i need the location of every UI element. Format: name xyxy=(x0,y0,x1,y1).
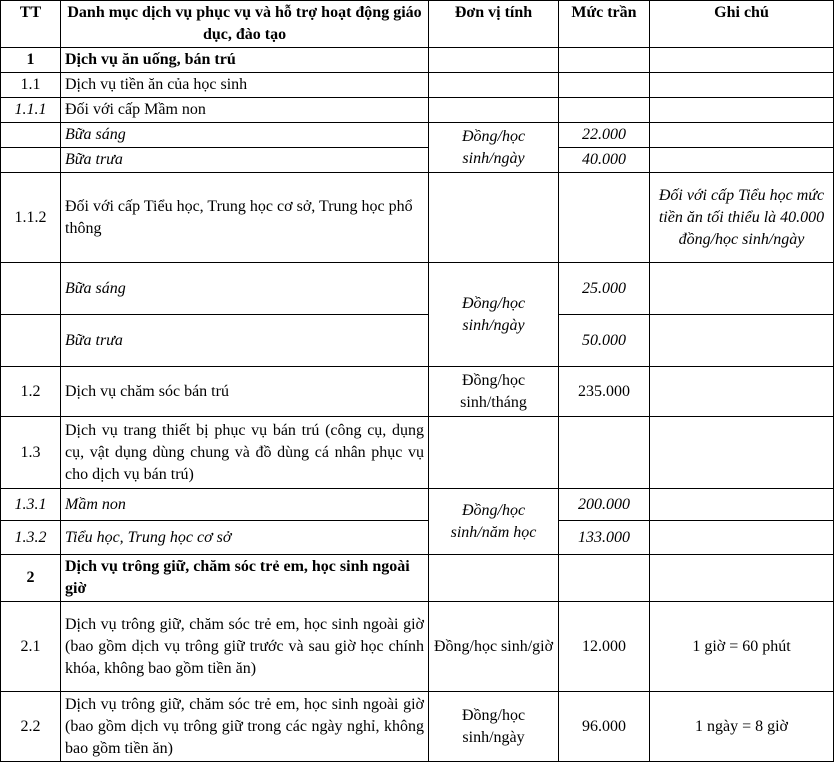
row-note xyxy=(650,73,834,98)
row-tt: 1.1.2 xyxy=(1,173,61,263)
row-note xyxy=(650,48,834,73)
row-unit xyxy=(429,417,559,489)
row-note xyxy=(650,263,834,315)
header-unit: Đơn vị tính xyxy=(429,1,559,48)
row-service-name: Bữa trưa xyxy=(61,148,429,173)
row-tt xyxy=(1,123,61,148)
table-row xyxy=(1,263,834,315)
row-service-name: Dịch vụ trông giữ, chăm sóc trẻ em, học sinh ngoài giờ (bao gồm dịch vụ trông giữ trước và sau giờ học chính khóa, không bao gồm tiền ăn) xyxy=(61,602,429,692)
row-cap xyxy=(559,98,650,123)
row-unit: Đồng/học sinh/ngày xyxy=(429,263,559,367)
row-cap xyxy=(559,73,650,98)
row-tt: 1.3.1 xyxy=(1,489,61,521)
table-row xyxy=(1,489,834,521)
row-service-name: Bữa trưa xyxy=(61,315,429,367)
row-cap: 96.000 xyxy=(559,692,650,762)
row-unit xyxy=(429,48,559,73)
row-note xyxy=(650,521,834,555)
row-tt: 1.1.1 xyxy=(1,98,61,123)
row-note xyxy=(650,315,834,367)
row-tt: 2.1 xyxy=(1,602,61,692)
row-service-name: Dịch vụ tiền ăn của học sinh xyxy=(61,73,429,98)
row-cap xyxy=(559,173,650,263)
table-row xyxy=(1,315,834,367)
row-service-name: Bữa sáng xyxy=(61,263,429,315)
table-row xyxy=(1,98,834,123)
row-service-name: Dịch vụ ăn uống, bán trú xyxy=(61,48,429,73)
row-unit: Đồng/học sinh/ngày xyxy=(429,123,559,173)
table-row xyxy=(1,555,834,602)
row-note: 1 giờ = 60 phút xyxy=(650,602,834,692)
row-note xyxy=(650,555,834,602)
row-unit xyxy=(429,73,559,98)
table-row xyxy=(1,521,834,555)
row-note xyxy=(650,367,834,417)
row-cap xyxy=(559,417,650,489)
row-note xyxy=(650,417,834,489)
header-row xyxy=(1,1,834,48)
row-tt: 2.2 xyxy=(1,692,61,762)
row-cap: 22.000 xyxy=(559,123,650,148)
row-service-name: Dịch vụ trang thiết bị phục vụ bán trú (công cụ, dụng cụ, vật dụng dùng chung và đồ dùng cá nhân phục vụ cho dịch vụ bán trú) xyxy=(61,417,429,489)
table-row xyxy=(1,367,834,417)
row-cap: 133.000 xyxy=(559,521,650,555)
row-unit: Đồng/học sinh/giờ xyxy=(429,602,559,692)
row-cap: 25.000 xyxy=(559,263,650,315)
table-row xyxy=(1,417,834,489)
row-cap: 12.000 xyxy=(559,602,650,692)
table-row xyxy=(1,48,834,73)
row-service-name: Tiểu học, Trung học cơ sở xyxy=(61,521,429,555)
row-tt xyxy=(1,148,61,173)
row-tt: 1.1 xyxy=(1,73,61,98)
row-cap: 40.000 xyxy=(559,148,650,173)
header-cap: Mức trần xyxy=(559,1,650,48)
row-unit xyxy=(429,555,559,602)
header-note: Ghi chú xyxy=(650,1,834,48)
row-service-name: Bữa sáng xyxy=(61,123,429,148)
row-note xyxy=(650,98,834,123)
row-note: 1 ngày = 8 giờ xyxy=(650,692,834,762)
row-tt: 1 xyxy=(1,48,61,73)
row-cap: 50.000 xyxy=(559,315,650,367)
row-service-name: Đối với cấp Tiểu học, Trung học cơ sở, Trung học phổ thông xyxy=(61,173,429,263)
row-service-name: Đối với cấp Mầm non xyxy=(61,98,429,123)
row-tt: 1.2 xyxy=(1,367,61,417)
table-row xyxy=(1,148,834,173)
row-cap: 200.000 xyxy=(559,489,650,521)
table-row xyxy=(1,602,834,692)
row-tt: 2 xyxy=(1,555,61,602)
row-unit xyxy=(429,98,559,123)
table-row xyxy=(1,692,834,762)
row-service-name: Dịch vụ chăm sóc bán trú xyxy=(61,367,429,417)
row-tt: 1.3.2 xyxy=(1,521,61,555)
row-note: Đối với cấp Tiểu học mức tiền ăn tối thiểu là 40.000 đồng/học sinh/ngày xyxy=(650,173,834,263)
row-tt xyxy=(1,263,61,315)
table-row xyxy=(1,73,834,98)
row-tt: 1.3 xyxy=(1,417,61,489)
row-unit: Đồng/học sinh/ngày xyxy=(429,692,559,762)
row-note xyxy=(650,489,834,521)
row-cap xyxy=(559,48,650,73)
header-tt: TT xyxy=(1,1,61,48)
row-note xyxy=(650,123,834,148)
row-cap: 235.000 xyxy=(559,367,650,417)
row-cap xyxy=(559,555,650,602)
row-unit: Đồng/học sinh/tháng xyxy=(429,367,559,417)
table-row xyxy=(1,173,834,263)
row-service-name: Dịch vụ trông giữ, chăm sóc trẻ em, học sinh ngoài giờ xyxy=(61,555,429,602)
row-note xyxy=(650,148,834,173)
header-service-name: Danh mục dịch vụ phục vụ và hỗ trợ hoạt động giáo dục, đào tạo xyxy=(61,1,429,48)
table-row xyxy=(1,123,834,148)
row-tt xyxy=(1,315,61,367)
row-unit: Đồng/học sinh/năm học xyxy=(429,489,559,555)
row-service-name: Mầm non xyxy=(61,489,429,521)
row-service-name: Dịch vụ trông giữ, chăm sóc trẻ em, học sinh ngoài giờ (bao gồm dịch vụ trông giữ trong các ngày nghỉ, không bao gồm tiền ăn) xyxy=(61,692,429,762)
row-unit xyxy=(429,173,559,263)
